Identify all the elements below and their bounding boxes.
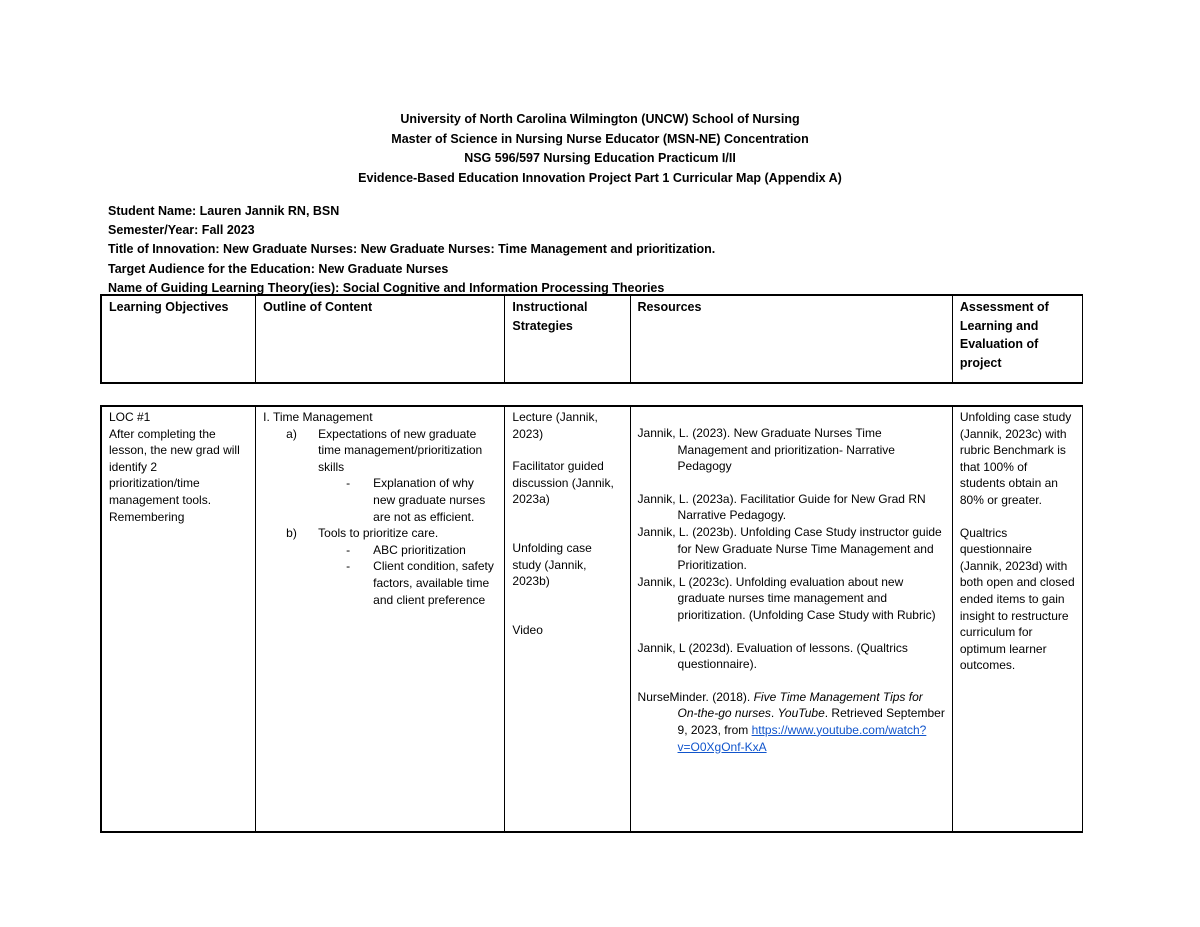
outline-dash: - — [346, 559, 351, 574]
strategy-discussion: Facilitator guided discussion (Jannik, 2023a) — [512, 459, 614, 507]
col-header-outline: Outline of Content — [256, 295, 505, 383]
outline-subitem — [263, 475, 497, 525]
outline-item-a — [263, 426, 497, 476]
outline-marker-a: a) — [286, 426, 297, 441]
document-header — [0, 110, 1200, 188]
outline-section: I. Time Management — [263, 410, 373, 424]
reference-item: Jannik, L. (2023). New Graduate Nurses Time Management and prioritization- Narrative Pedagogy — [637, 426, 895, 474]
objective-text: After completing the lesson, the new grad will identify 2 prioritization/time management tools. — [109, 426, 240, 507]
cell-assessment — [952, 406, 1082, 832]
assessment-questionnaire: Qualtrics questionnaire (Jannik, 2023d) with both open and closed ended items to gain insight to restructure curriculum for optimum learner outcomes. — [959, 525, 1075, 673]
outline-item-b — [263, 525, 497, 542]
col-header-objectives: Learning Objectives — [101, 295, 256, 383]
outline-marker-b: b) — [286, 526, 297, 541]
loc-label: LOC #1 — [109, 410, 151, 424]
bloom-level: Remembering — [109, 509, 185, 524]
strategy-lecture: Lecture (Jannik, 2023) — [512, 410, 598, 441]
cell-outline — [256, 406, 505, 832]
outline-dash: - — [346, 476, 351, 491]
target-audience: Target Audience for the Education: New Graduate Nurses — [108, 261, 449, 276]
reference-item: Jannik, L. (2023a). Facilitatior Guide for New Grad RN Narrative Pedagogy. — [637, 491, 926, 523]
strategy-case-study: Unfolding case study (Jannik, 2023b) — [512, 540, 592, 589]
col-header-assessment: Assessment of Learning and Evaluation of project — [952, 295, 1082, 383]
table-row — [101, 406, 1083, 832]
cell-resources — [630, 406, 952, 832]
innovation-title: Title of Innovation: New Graduate Nurses: New Graduate Nurses: Time Management and prioritization. — [108, 242, 716, 257]
reference-item: Jannik, L (2023c). Unfolding evaluation about new graduate nurses time management and prioritization. (Unfolding Case Study with Rubric) — [637, 574, 936, 622]
strategy-video: Video — [512, 622, 543, 637]
cell-strategies — [505, 406, 630, 832]
assessment-case-study: Unfolding case study (Jannik, 2023c) with rubric Benchmark is that 100% of students obtain an 80% or greater. — [959, 410, 1072, 507]
reference-author: NurseMinder. (2018). — [637, 689, 754, 704]
header-project: Evidence-Based Education Innovation Project Part 1 Curricular Map (Appendix A) — [358, 170, 842, 185]
header-row — [101, 295, 1083, 383]
reference-item-video — [638, 689, 945, 755]
curricular-map-header-table — [100, 294, 1083, 384]
outline-dash: - — [346, 542, 351, 557]
reference-retrieved: . Retrieved September 9, 2023, from — [677, 706, 945, 737]
reference-site: YouTube — [777, 706, 825, 721]
youtube-link[interactable]: https://www.youtube.com/watch?v=O0XgOnf-KxA — [677, 722, 927, 754]
outline-subitem-text: Explanation of why new graduate nurses are not as efficient. — [373, 476, 486, 524]
student-name: Student Name: Lauren Jannik RN, BSN — [108, 204, 340, 218]
reference-item: Jannik, L. (2023b). Unfolding Case Study instructor guide for New Graduate Nurse Time Management and Prioritization. — [637, 524, 942, 573]
reference-item: Jannik, L (2023d). Evaluation of lessons. (Qualtrics questionnaire). — [637, 640, 908, 672]
curricular-map-body-table — [100, 405, 1083, 833]
col-header-resources: Resources — [630, 295, 952, 383]
outline-subitem-text: ABC prioritization — [373, 542, 466, 557]
header-university: University of North Carolina Wilmington (UNCW) School of Nursing — [400, 112, 800, 126]
outline-item-b-text: Tools to prioritize care. — [318, 526, 439, 541]
header-program: Master of Science in Nursing Nurse Educator (MSN-NE) Concentration — [391, 131, 809, 146]
reference-sep: . — [770, 706, 778, 721]
cell-objectives — [101, 406, 256, 832]
outline-subitem — [263, 542, 497, 559]
learning-theory: Name of Guiding Learning Theory(ies): Social Cognitive and Information Processing Theories — [108, 280, 665, 295]
reference-title: Five Time Management Tips for On-the-go nurses — [677, 689, 923, 721]
col-header-strategies: Instructional Strategies — [505, 295, 630, 383]
header-course: NSG 596/597 Nursing Education Practicum I/II — [464, 151, 736, 165]
project-info — [108, 202, 715, 298]
outline-item-a-text: Expectations of new graduate time management/prioritization skills — [318, 426, 483, 474]
outline-subitem-text: Client condition, safety factors, available time and client preference — [373, 559, 494, 607]
outline-subitem — [263, 558, 497, 608]
semester-year: Semester/Year: Fall 2023 — [108, 223, 255, 238]
